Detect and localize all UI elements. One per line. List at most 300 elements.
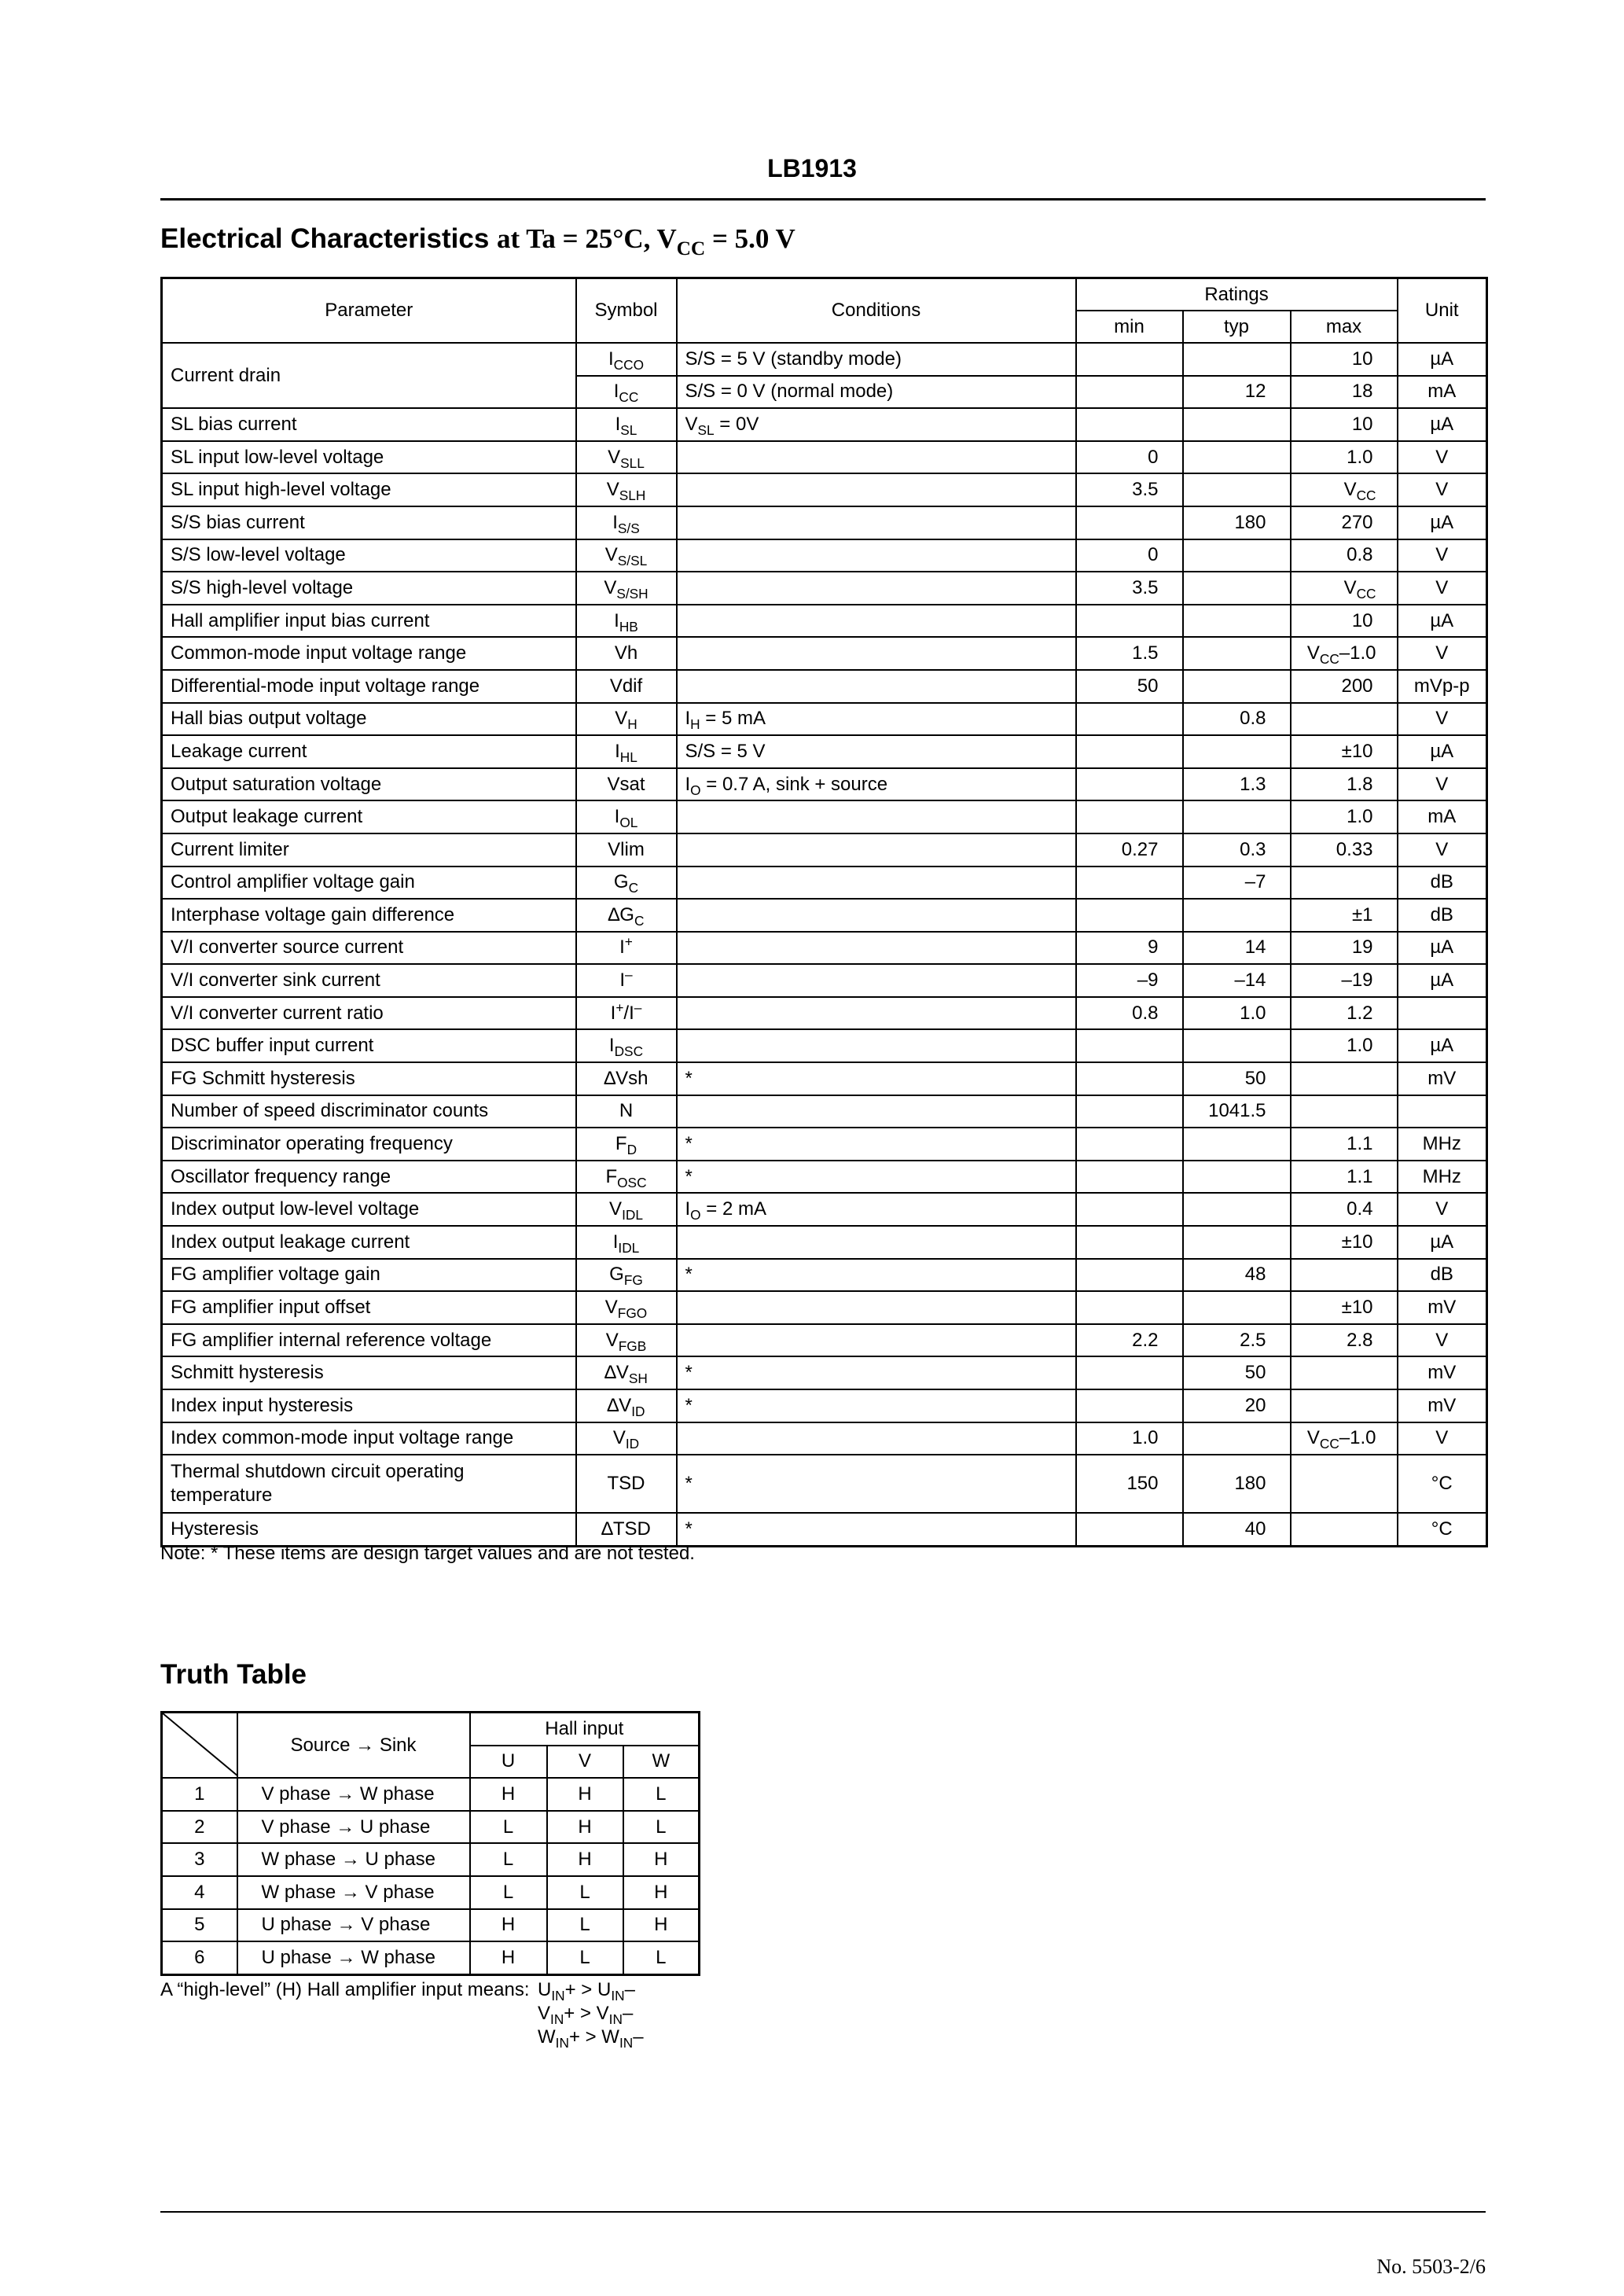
cell-symbol [576, 1029, 677, 1062]
cell-max [1291, 343, 1398, 376]
cell-max [1291, 997, 1398, 1030]
line-mid: + > U [564, 1979, 612, 2000]
cell-conditions [677, 867, 1076, 900]
min-value: 50 [1137, 675, 1159, 697]
cell-max [1291, 964, 1398, 997]
cell-typ [1183, 1422, 1291, 1455]
max-value: –19 [1341, 970, 1373, 992]
cell-max [1291, 867, 1398, 900]
parameter-text: Hall amplifier input bias current [171, 609, 430, 631]
cell-symbol [576, 1095, 677, 1128]
cell-min [1076, 1029, 1183, 1062]
v-value: L [579, 1914, 590, 1936]
cell-n [162, 1876, 237, 1909]
unit-text: V [1435, 1427, 1449, 1449]
col-header-ratings: Ratings [1076, 278, 1398, 311]
header-hall-input: Hall input [470, 1713, 700, 1746]
symbol-text: I [610, 1002, 616, 1024]
max-value: 19 [1351, 936, 1373, 959]
w-value: H [654, 1881, 668, 1903]
table-row [162, 1513, 1487, 1546]
cell-unit [1398, 1259, 1487, 1292]
cell-max [1291, 1128, 1398, 1161]
cell-typ [1183, 1161, 1291, 1194]
cell-conditions [677, 735, 1076, 768]
line-mid: + > W [568, 2026, 619, 2048]
cell-min [1076, 768, 1183, 801]
cell-typ [1183, 1226, 1291, 1259]
col-header-parameter: Parameter [162, 278, 576, 344]
cell-symbol [576, 670, 677, 703]
line-tail: – [624, 1979, 635, 2000]
line-b-sub: IN [608, 2011, 623, 2028]
unit-text: °C [1431, 1473, 1453, 1495]
symbol-text: V [606, 479, 619, 501]
cell-typ [1183, 1356, 1291, 1389]
parameter-text: Thermal shutdown circuit operating temperature [171, 1461, 465, 1507]
parameter-text: V/I converter source current [171, 936, 404, 959]
unit-text: mV [1427, 1394, 1457, 1416]
cell-w [623, 1876, 700, 1909]
cell-typ [1183, 473, 1291, 506]
table-row [162, 1909, 700, 1942]
cell-conditions [677, 1029, 1076, 1062]
n-value: 5 [194, 1914, 205, 1936]
cell-parameter [162, 1324, 576, 1357]
max-value: ±10 [1341, 740, 1373, 762]
cell-conditions [677, 1095, 1076, 1128]
header-source-sink: Source → Sink [237, 1713, 470, 1779]
cell-max [1291, 1161, 1398, 1194]
cell-max [1291, 441, 1398, 474]
max-value: 10 [1351, 348, 1373, 370]
cell-v [547, 1941, 623, 1974]
cell-symbol [576, 1193, 677, 1226]
cell-parameter [162, 867, 576, 900]
unit-text: V [1435, 1198, 1449, 1220]
v-value: L [579, 1946, 590, 1968]
symbol-text: V [604, 576, 617, 598]
cell-symbol [576, 1324, 677, 1357]
conditions-tail: = 5 mA [700, 708, 766, 730]
cell-min [1076, 1455, 1183, 1513]
symbol-text: I [608, 1035, 615, 1057]
cell-symbol [576, 539, 677, 572]
cell-typ [1183, 768, 1291, 801]
typ-value: 40 [1244, 1518, 1266, 1540]
parameter-text: S/S bias current [171, 511, 305, 533]
table-row [162, 605, 1487, 638]
typ-value: –14 [1234, 970, 1266, 992]
parameter-text: FG amplifier voltage gain [171, 1264, 380, 1286]
parameter-text: Current limiter [171, 838, 289, 860]
cell-symbol [576, 1513, 677, 1546]
cell-parameter [162, 800, 576, 833]
cell-min [1076, 408, 1183, 441]
cell-symbol [576, 833, 677, 867]
unit-text: µA [1430, 1231, 1454, 1253]
table-row [162, 1356, 1487, 1389]
symbol-sub: C [628, 880, 639, 896]
cell-conditions [677, 768, 1076, 801]
cell-unit [1398, 867, 1487, 900]
n-value: 2 [194, 1816, 205, 1838]
cell-parameter [162, 637, 576, 670]
cell-symbol [576, 408, 677, 441]
parameter-text: V/I converter sink current [171, 970, 380, 992]
cell-v [547, 1909, 623, 1942]
u-value: H [501, 1914, 516, 1936]
table-row [162, 1422, 1487, 1455]
cell-symbol [576, 1226, 677, 1259]
unit-text: µA [1430, 348, 1454, 370]
symbol-tail: /I [623, 1002, 634, 1024]
cell-unit [1398, 1324, 1487, 1357]
cell-unit [1398, 539, 1487, 572]
symbol-text: I [619, 970, 626, 992]
table-row [162, 473, 1487, 506]
symbol-sub: SL [620, 422, 637, 439]
conditions-sub: SL [697, 422, 715, 439]
cell-w [623, 1941, 700, 1974]
cell-min [1076, 1128, 1183, 1161]
cell-max [1291, 1226, 1398, 1259]
symbol-text: I [614, 609, 619, 631]
diagonal-line [163, 1713, 238, 1776]
cell-symbol [576, 473, 677, 506]
cell-parameter [162, 964, 576, 997]
symbol-text: I [614, 806, 620, 828]
u-value: L [502, 1881, 514, 1903]
symbol-sub: FG [623, 1272, 643, 1289]
w-value: L [656, 1816, 667, 1838]
typ-value: 20 [1244, 1394, 1266, 1416]
typ-value: 180 [1234, 1473, 1266, 1495]
cell-min [1076, 1259, 1183, 1292]
cell-min [1076, 473, 1183, 506]
header-rule [160, 198, 1486, 201]
cell-conditions [677, 1455, 1076, 1513]
conditions-text: S/S = 0 V (normal mode) [685, 381, 894, 403]
cell-n [162, 1811, 237, 1844]
line-a-sub: IN [550, 2011, 564, 2028]
w-value: H [654, 1849, 668, 1871]
unit-text: V [1435, 1329, 1449, 1351]
col-header-symbol: Symbol [576, 278, 677, 344]
cell-unit [1398, 1513, 1487, 1546]
table-row [162, 408, 1487, 441]
cell-min [1076, 670, 1183, 703]
unit-text: dB [1430, 903, 1453, 925]
cell-typ [1183, 1259, 1291, 1292]
cell-symbol [576, 1422, 677, 1455]
parameter-text: Hall bias output voltage [171, 708, 367, 730]
cell-parameter [162, 605, 576, 638]
conditions-text: * [685, 1264, 693, 1286]
symbol-text: V [609, 1198, 623, 1220]
symbol-text: ∆Vsh [604, 1067, 648, 1089]
cell-parameter [162, 1128, 576, 1161]
cell-u [470, 1876, 547, 1909]
symbol-text: TSD [607, 1473, 645, 1495]
cell-v [547, 1876, 623, 1909]
cell-conditions [677, 473, 1076, 506]
symbol-text: G [609, 1264, 624, 1286]
parameter-text: Current drain [171, 364, 281, 386]
cell-conditions [677, 997, 1076, 1030]
parameter-text: Index common-mode input voltage range [171, 1427, 514, 1449]
desc-value: U phase → W phase [261, 1946, 435, 1968]
typ-value: 0.3 [1240, 838, 1266, 860]
cell-min [1076, 899, 1183, 932]
table-row [162, 1193, 1487, 1226]
cell-conditions [677, 899, 1076, 932]
cell-conditions [677, 1226, 1076, 1259]
symbol-sub: FGB [618, 1337, 647, 1354]
cell-max [1291, 1324, 1398, 1357]
col-header-max: max [1291, 311, 1398, 343]
symbol-sup: – [625, 966, 633, 983]
cell-w [623, 1778, 700, 1811]
cell-n [162, 1778, 237, 1811]
symbol-text: I [612, 1231, 619, 1253]
parameter-text: Index output leakage current [171, 1231, 410, 1253]
max-value: 1.0 [1347, 1035, 1373, 1057]
v-value: H [578, 1849, 592, 1871]
cell-unit [1398, 637, 1487, 670]
typ-value: 2.5 [1240, 1329, 1266, 1351]
max-value: ±10 [1341, 1231, 1373, 1253]
parameter-text: Differential-mode input voltage range [171, 675, 480, 697]
cell-desc [237, 1811, 470, 1844]
cell-parameter [162, 1389, 576, 1422]
symbol-sub: ID [631, 1403, 645, 1419]
cell-conditions [677, 833, 1076, 867]
cell-conditions [677, 932, 1076, 965]
cell-min [1076, 867, 1183, 900]
cell-desc [237, 1876, 470, 1909]
table-row [162, 1259, 1487, 1292]
cell-min [1076, 800, 1183, 833]
min-value: 0.27 [1121, 838, 1159, 860]
symbol-sub: H [627, 716, 637, 733]
cell-parameter [162, 1193, 576, 1226]
unit-text: MHz [1422, 1133, 1461, 1155]
table-row [162, 997, 1487, 1030]
cell-typ [1183, 703, 1291, 736]
cell-symbol [576, 343, 677, 376]
cell-desc [237, 1778, 470, 1811]
parameter-text: Oscillator frequency range [171, 1165, 391, 1187]
cell-typ [1183, 800, 1291, 833]
cell-unit [1398, 670, 1487, 703]
cell-parameter [162, 833, 576, 867]
typ-value: 48 [1244, 1264, 1266, 1286]
conditions-text: * [685, 1394, 693, 1416]
unit-text: µA [1430, 1035, 1454, 1057]
max-value: 1.2 [1347, 1002, 1373, 1024]
cell-max [1291, 800, 1398, 833]
line-a: U [538, 1979, 552, 2000]
conditions-tail: = 2 mA [700, 1198, 766, 1220]
cell-unit [1398, 1389, 1487, 1422]
truth-table [160, 1711, 700, 1976]
typ-value: 0.8 [1240, 708, 1266, 730]
cell-typ [1183, 572, 1291, 605]
cell-parameter [162, 343, 576, 408]
cell-symbol [576, 1356, 677, 1389]
symbol-sub: IDL [618, 1239, 640, 1256]
cell-max [1291, 1389, 1398, 1422]
max-value: 0.4 [1347, 1198, 1373, 1220]
cell-typ [1183, 408, 1291, 441]
electrical-characteristics-table [160, 277, 1488, 1547]
cell-unit [1398, 343, 1487, 376]
table-row [162, 637, 1487, 670]
unit-text: mA [1427, 381, 1457, 403]
line-b-sub: IN [619, 2035, 634, 2051]
symbol-sup: + [615, 999, 624, 1016]
cell-parameter [162, 703, 576, 736]
cell-unit [1398, 605, 1487, 638]
ec-title: Electrical Characteristics [160, 223, 490, 254]
parameter-text: Common-mode input voltage range [171, 642, 467, 664]
desc-value: U phase → V phase [261, 1914, 431, 1936]
table-row [162, 703, 1487, 736]
unit-text: V [1435, 708, 1449, 730]
cell-v [547, 1843, 623, 1876]
cell-unit [1398, 1062, 1487, 1095]
line-b-sub: IN [611, 1988, 625, 2004]
min-value: 0 [1148, 446, 1159, 468]
typ-value: 1.0 [1240, 1002, 1266, 1024]
parameter-text: Output saturation voltage [171, 773, 382, 795]
cell-conditions [677, 1389, 1076, 1422]
unit-text: V [1435, 544, 1449, 566]
symbol-sub: CCO [613, 356, 645, 373]
symbol-sub: OSC [617, 1174, 647, 1190]
symbol-text: V [604, 1297, 618, 1319]
cell-typ [1183, 997, 1291, 1030]
table-row [162, 833, 1487, 867]
cell-min [1076, 1161, 1183, 1194]
max-value: V [1306, 642, 1320, 664]
cell-v [547, 1778, 623, 1811]
table-row [162, 1128, 1487, 1161]
symbol-text: I [619, 936, 625, 959]
max-value: 1.1 [1347, 1165, 1373, 1187]
cell-symbol [576, 932, 677, 965]
cell-max [1291, 1029, 1398, 1062]
parameter-text: SL input high-level voltage [171, 479, 391, 501]
page-number: No. 5503-2/6 [1376, 2255, 1486, 2278]
table-row [162, 1389, 1487, 1422]
table-row [162, 1029, 1487, 1062]
cell-min [1076, 1324, 1183, 1357]
cell-unit [1398, 473, 1487, 506]
min-value: 0.8 [1132, 1002, 1159, 1024]
cell-unit [1398, 899, 1487, 932]
cell-min [1076, 1422, 1183, 1455]
conditions-text: * [685, 1067, 693, 1089]
cell-min [1076, 506, 1183, 539]
n-value: 1 [194, 1783, 205, 1805]
cell-parameter [162, 473, 576, 506]
symbol-text: I [615, 740, 620, 762]
cell-typ [1183, 343, 1291, 376]
unit-text: mVp-p [1413, 675, 1470, 697]
cell-parameter [162, 670, 576, 703]
symbol-text: I [608, 348, 614, 370]
u-value: L [502, 1849, 514, 1871]
cell-symbol [576, 899, 677, 932]
cell-desc [237, 1909, 470, 1942]
cell-symbol [576, 1161, 677, 1194]
symbol-sub: ID [625, 1436, 640, 1452]
cell-min [1076, 572, 1183, 605]
max-value: 0.33 [1336, 838, 1373, 860]
cell-u [470, 1941, 547, 1974]
parameter-text: Interphase voltage gain difference [171, 903, 455, 925]
typ-value: 1041.5 [1208, 1100, 1266, 1122]
symbol-sub: SLL [620, 454, 645, 471]
typ-value: 180 [1234, 511, 1266, 533]
table-row [162, 867, 1487, 900]
parameter-text: Control amplifier voltage gain [171, 871, 415, 893]
cell-parameter [162, 539, 576, 572]
cell-unit [1398, 1029, 1487, 1062]
unit-text: MHz [1422, 1165, 1461, 1187]
cell-max [1291, 473, 1398, 506]
table-row [162, 670, 1487, 703]
cell-max [1291, 637, 1398, 670]
unit-text: V [1435, 446, 1449, 468]
table-row [162, 1941, 700, 1974]
conditions-sub: O [690, 1207, 701, 1223]
cell-conditions [677, 1128, 1076, 1161]
line-a-sub: IN [551, 1988, 565, 2004]
max-tail: –1.0 [1339, 642, 1376, 664]
cell-parameter [162, 572, 576, 605]
symbol-sub: HB [619, 618, 638, 635]
symbol-sup: – [634, 999, 642, 1016]
typ-value: 12 [1244, 381, 1266, 403]
cell-v [547, 1811, 623, 1844]
symbol-text: I [615, 413, 621, 435]
part-number-header: LB1913 [767, 154, 857, 182]
cell-unit [1398, 1161, 1487, 1194]
cell-symbol [576, 1062, 677, 1095]
cell-conditions [677, 1513, 1076, 1546]
symbol-text: ∆G [608, 903, 634, 925]
table-row [162, 735, 1487, 768]
unit-text: mV [1427, 1297, 1457, 1319]
cell-parameter [162, 441, 576, 474]
cell-symbol [576, 800, 677, 833]
cell-conditions [677, 506, 1076, 539]
cell-max [1291, 899, 1398, 932]
footer-rule [160, 2211, 1486, 2213]
table-row [162, 1811, 700, 1844]
max-sub: CC [1319, 651, 1339, 668]
min-value: 3.5 [1132, 479, 1159, 501]
cell-unit [1398, 964, 1487, 997]
parameter-text: V/I converter current ratio [171, 1002, 384, 1024]
unit-text: V [1435, 773, 1449, 795]
typ-value: –7 [1244, 871, 1266, 893]
cell-w [623, 1843, 700, 1876]
unit-text: µA [1430, 511, 1454, 533]
